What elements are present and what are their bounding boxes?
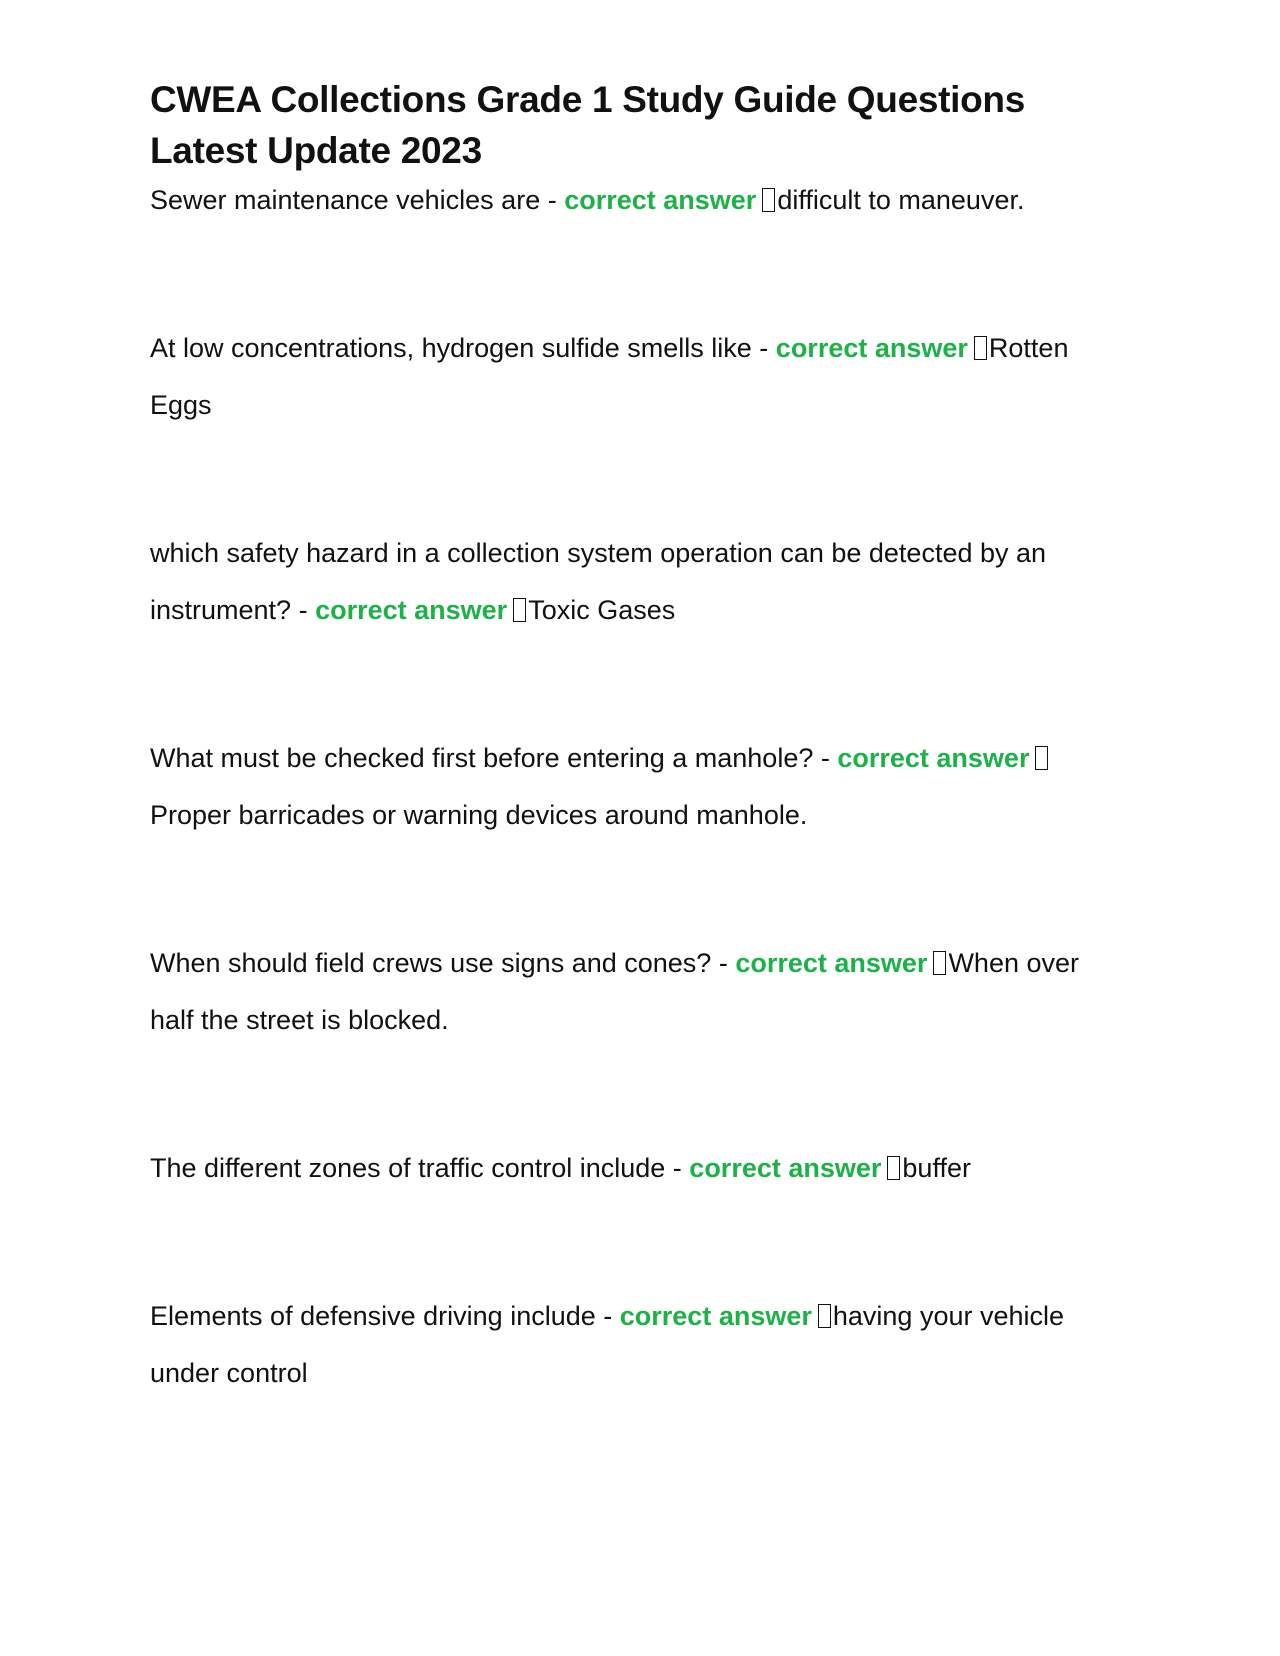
missing-glyph-icon: [974, 336, 987, 360]
answer-text: Toxic Gases: [528, 595, 676, 625]
missing-glyph-icon: [762, 188, 775, 212]
missing-glyph-icon: [887, 1156, 900, 1180]
document-title: CWEA Collections Grade 1 Study Guide Questions Latest Update 2023: [150, 79, 1026, 171]
qa-item: [150, 935, 1130, 1049]
qa-item: [150, 1140, 1130, 1197]
separator: -: [595, 1301, 620, 1331]
correct-answer-label: correct answer: [775, 333, 968, 363]
separator: -: [665, 1153, 690, 1183]
separator: -: [540, 185, 565, 215]
separator: -: [813, 743, 838, 773]
correct-answer-label: correct answer: [837, 743, 1030, 773]
missing-glyph-icon: [933, 951, 946, 975]
question-text: At low concentrations, hydrogen sulfide smells like: [150, 333, 752, 363]
separator: -: [711, 948, 736, 978]
answer-text: difficult to maneuver.: [777, 185, 1025, 215]
qa-item: [150, 320, 1130, 434]
correct-answer-label: correct answer: [564, 185, 757, 215]
correct-answer-label: correct answer: [619, 1301, 812, 1331]
answer-text: Proper barricades or warning devices around manhole.: [150, 800, 808, 830]
question-text: Sewer maintenance vehicles are: [150, 185, 541, 215]
answer-text: buffer: [902, 1153, 971, 1183]
correct-answer-label: correct answer: [689, 1153, 882, 1183]
answer-text: having your vehicle under control: [150, 1301, 1065, 1388]
missing-glyph-icon: [818, 1304, 831, 1328]
qa-item: [150, 525, 1130, 639]
question-text: When should field crews use signs and cones?: [150, 948, 712, 978]
qa-item: [150, 730, 1130, 844]
question-text: which safety hazard in a collection system operation can be detected by an instrument?: [150, 538, 1047, 625]
separator: -: [751, 333, 776, 363]
qa-item: [150, 1288, 1130, 1402]
missing-glyph-icon: [513, 598, 526, 622]
document-page: [150, 74, 1130, 1493]
question-text: Elements of defensive driving include: [150, 1301, 596, 1331]
separator: -: [291, 595, 316, 625]
answer-text: When over half the street is blocked.: [150, 948, 1079, 1035]
question-text: The different zones of traffic control include: [150, 1153, 666, 1183]
correct-answer-label: correct answer: [735, 948, 928, 978]
answer-text: Rotten Eggs: [150, 333, 1069, 420]
question-text: What must be checked first before entering a manhole?: [150, 743, 814, 773]
qa-item: [150, 172, 1130, 229]
correct-answer-label: correct answer: [315, 595, 508, 625]
missing-glyph-icon: [1035, 746, 1048, 770]
